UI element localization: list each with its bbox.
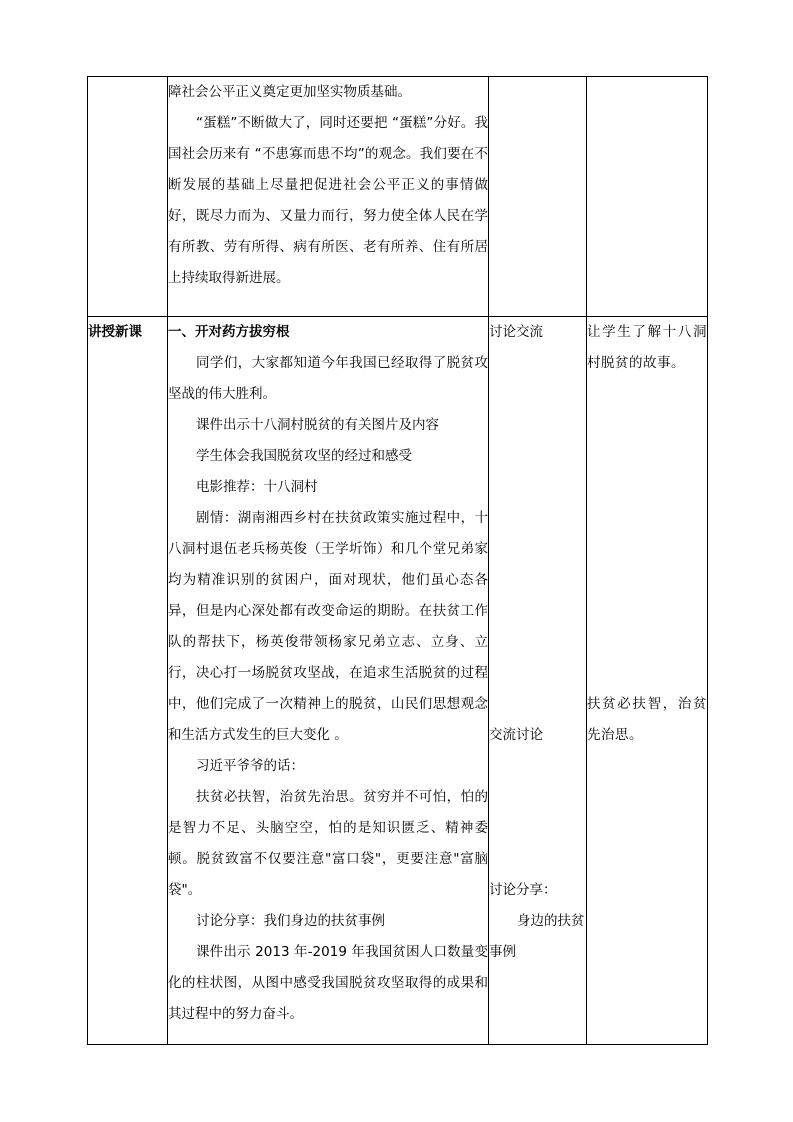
paragraph: 课件出示十八洞村脱贫的有关图片及内容 xyxy=(196,417,439,433)
paragraph: “蛋糕”不断做大了，同时还要把 “蛋糕”分好。我国社会历来有 “不患寡而患不均”的观念。我们要在不断发展的基础上尽量把促进社会公平正义的事情做好，既尽力而为、又量力而行，努力使全体人民在学有所教、劳有所得、病有所医、老有所养、住有所居上持续取得新进展。 xyxy=(168,115,488,286)
intent-text: 让学生了解十八洞村脱贫的故事。 xyxy=(587,324,707,371)
section-label: 讲授新课 xyxy=(88,324,142,340)
paragraph: 扶贫必扶智，治贫先治思。贫穷并不可怕，怕的是智力不足、头脑空空，怕的是知识匮乏、精神委顿。脱贫致富不仅要注意"富口袋"，更要注意"富脑袋"。 xyxy=(168,789,488,898)
intent-cell xyxy=(587,317,708,1045)
activity-cell xyxy=(489,317,587,1045)
cell-empty xyxy=(587,77,708,317)
activity-text: 交流讨论 xyxy=(489,727,543,743)
activity-text: 身边的扶贫事例 xyxy=(489,913,585,960)
cell-empty xyxy=(88,77,168,317)
section-heading: 一、开对药方拔穷根 xyxy=(168,324,290,340)
table-row xyxy=(88,77,708,317)
section-label-cell xyxy=(88,317,168,1045)
activity-text: 讨论分享： xyxy=(489,882,557,898)
intent-text: 扶贫必扶智，治贫先治思。 xyxy=(587,696,707,743)
content-cell xyxy=(168,317,489,1045)
lesson-plan-table xyxy=(87,76,708,1045)
activity-text: 讨论交流 xyxy=(489,324,543,340)
paragraph: 电影推荐：十八洞村 xyxy=(196,479,318,495)
paragraph: 讨论分享：我们身边的扶贫事例 xyxy=(196,913,385,929)
cell-empty xyxy=(489,77,587,317)
paragraph: 学生体会我国脱贫攻坚的经过和感受 xyxy=(196,448,412,464)
paragraph: 课件出示 2013 年-2019 年我国贫困人口数量变化的柱状图，从图中感受我国脱贫攻坚取得的成果和其过程中的努力奋斗。 xyxy=(168,944,488,1022)
paragraph: 剧情：湖南湘西乡村在扶贫政策实施过程中，十八洞村退伍老兵杨英俊（王学圻饰）和几个堂兄弟家均为精准识别的贫困户，面对现状，他们虽心态各异，但是内心深处都有改变命运的期盼。在扶贫工作队的帮扶下，杨英俊带领杨家兄弟立志、立身、立行，决心打一场脱贫攻坚战，在追求生活脱贫的过程中，他们完成了一次精神上的脱贫，山民们思想观念和生活方式发生的巨大变化 。 xyxy=(168,510,488,743)
content-cell xyxy=(168,77,489,317)
paragraph: 障社会公平正义奠定更加坚实物质基础。 xyxy=(168,84,411,100)
paragraph: 同学们，大家都知道今年我国已经取得了脱贫攻坚战的伟大胜利。 xyxy=(168,355,488,402)
table-row xyxy=(88,317,708,1045)
paragraph: 习近平爷爷的话： xyxy=(196,758,304,774)
